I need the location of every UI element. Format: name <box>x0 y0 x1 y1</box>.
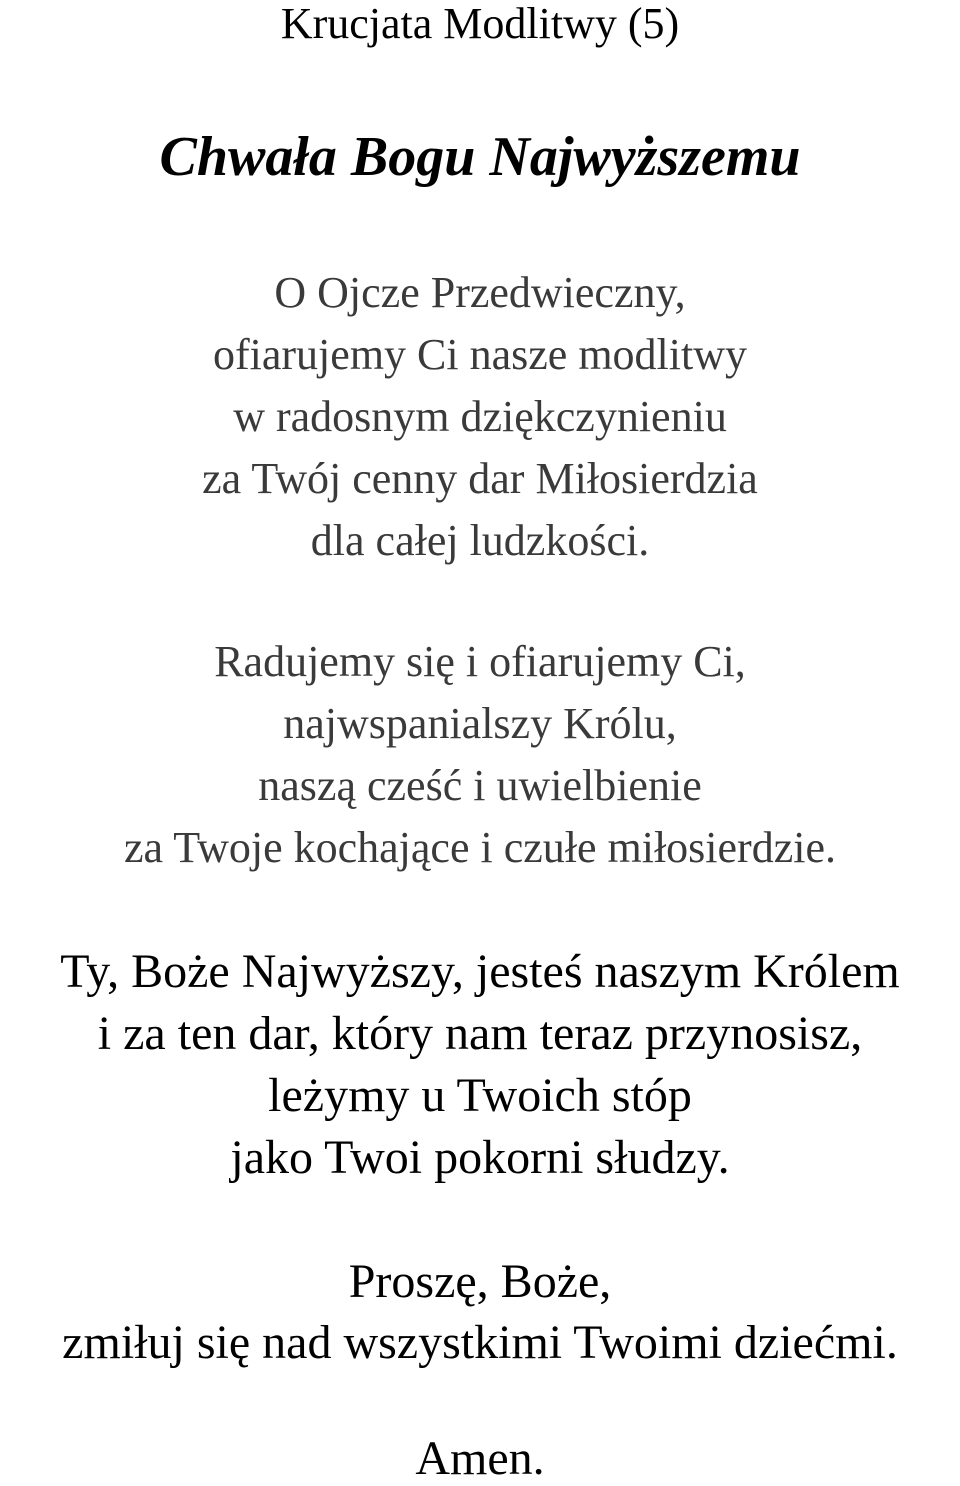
prayer-series-header: Krucjata Modlitwy (5) <box>280 0 680 48</box>
stanza-line: za Twoje kochające i czułe miłosierdzie. <box>124 823 836 872</box>
stanza-line: Ty, Boże Najwyższy, jesteś naszym Królem <box>60 945 900 998</box>
stanza-line: najwspanialszy Królu, <box>283 699 677 748</box>
prayer-title: Chwała Bogu Najwyższemu <box>159 126 801 188</box>
stanza-line: leżymy u Twoich stóp <box>268 1069 692 1122</box>
stanza-line: jako Twoi pokorni słudzy. <box>230 1131 730 1184</box>
stanza-line: ofiarujemy Ci nasze modlitwy <box>213 330 747 379</box>
stanza-line: O Ojcze Przedwieczny, <box>274 268 686 317</box>
stanza-line: za Twój cenny dar Miłosierdzia <box>202 454 758 503</box>
stanza-line: Radujemy się i ofiarujemy Ci, <box>214 637 746 686</box>
stanza-1 <box>0 262 960 572</box>
stanza-line: zmiłuj się nad wszystkimi Twoimi dziećmi. <box>62 1316 898 1369</box>
stanza-line: dla całej ludzkości. <box>310 516 650 565</box>
stanza-line: naszą cześć i uwielbienie <box>258 761 702 810</box>
closing-amen: Amen. <box>415 1432 545 1485</box>
stanza-2 <box>0 631 960 879</box>
stanza-line: i za ten dar, który nam teraz przynosisz, <box>97 1007 863 1060</box>
stanza-line: Proszę, Boże, <box>348 1255 612 1308</box>
stanza-4 <box>0 1251 960 1373</box>
stanza-3 <box>0 941 960 1189</box>
stanza-line: w radosnym dziękczynieniu <box>233 392 727 441</box>
